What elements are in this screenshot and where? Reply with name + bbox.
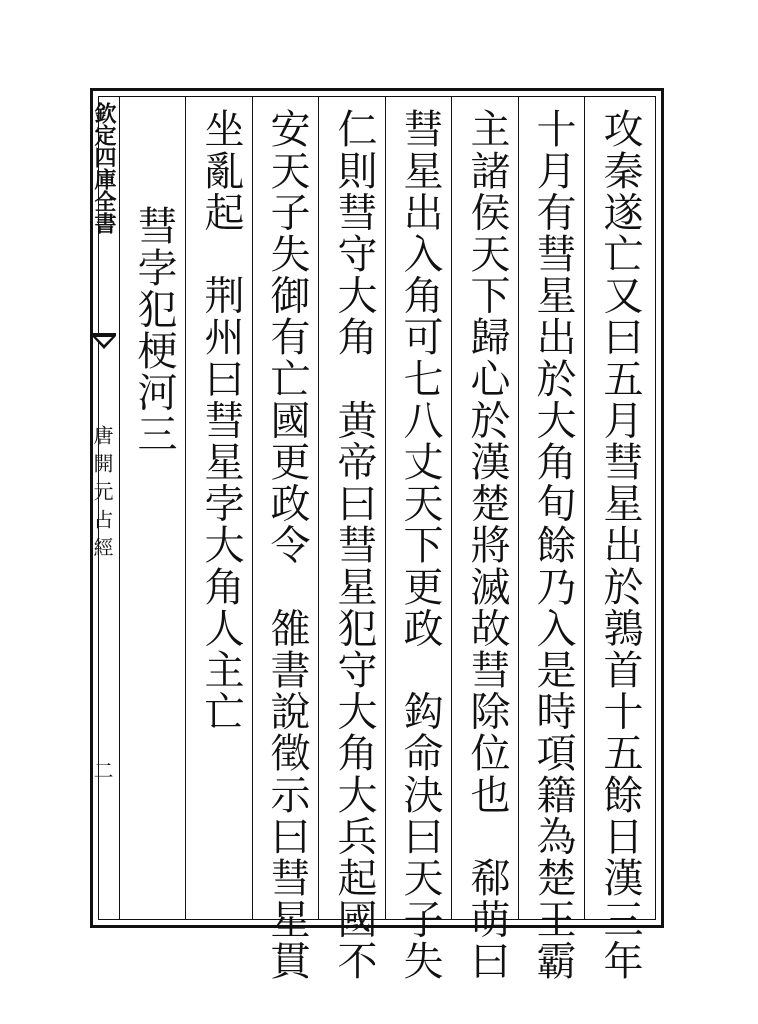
- column-rule: [252, 96, 253, 920]
- column-rule: [318, 96, 319, 920]
- text-column-4: 彗星出入角可七八丈天下更政 鈎命決曰天子失: [397, 108, 443, 982]
- text-column-7: 坐亂起 荆州曰彗星孛大角人主亡: [198, 108, 244, 732]
- text-column-1: 攻秦遂亡又曰五月彗星出於鶉首十五餘日漢三年: [597, 108, 643, 982]
- text-column-8: 彗孛犯梗河三: [131, 205, 177, 455]
- text-column-6: 安天子失御有亡國更政令 雒書說徵示曰彗星貫: [264, 108, 310, 982]
- section-title: 唐開元占經: [90, 425, 114, 565]
- column-rule: [584, 96, 585, 920]
- text-column-5: 仁則彗守大角 黄帝曰彗星犯守大角大兵起國不: [331, 108, 377, 982]
- column-rule: [185, 96, 186, 920]
- column-rule: [451, 96, 452, 920]
- text-column-3: 主諸侯天下歸心於漢楚將滅故彗除位也 郗萌曰: [464, 108, 510, 982]
- text-column-2: 十月有彗星出於大角旬餘乃入是時項籍為楚王霸: [530, 108, 576, 982]
- fish-tail-marker-icon: [91, 332, 117, 350]
- column-rule: [518, 96, 519, 920]
- book-title: 欽定四庫全書: [91, 102, 117, 234]
- page-number: 二: [90, 760, 114, 780]
- column-rule: [385, 96, 386, 920]
- margin-rule: [119, 96, 120, 920]
